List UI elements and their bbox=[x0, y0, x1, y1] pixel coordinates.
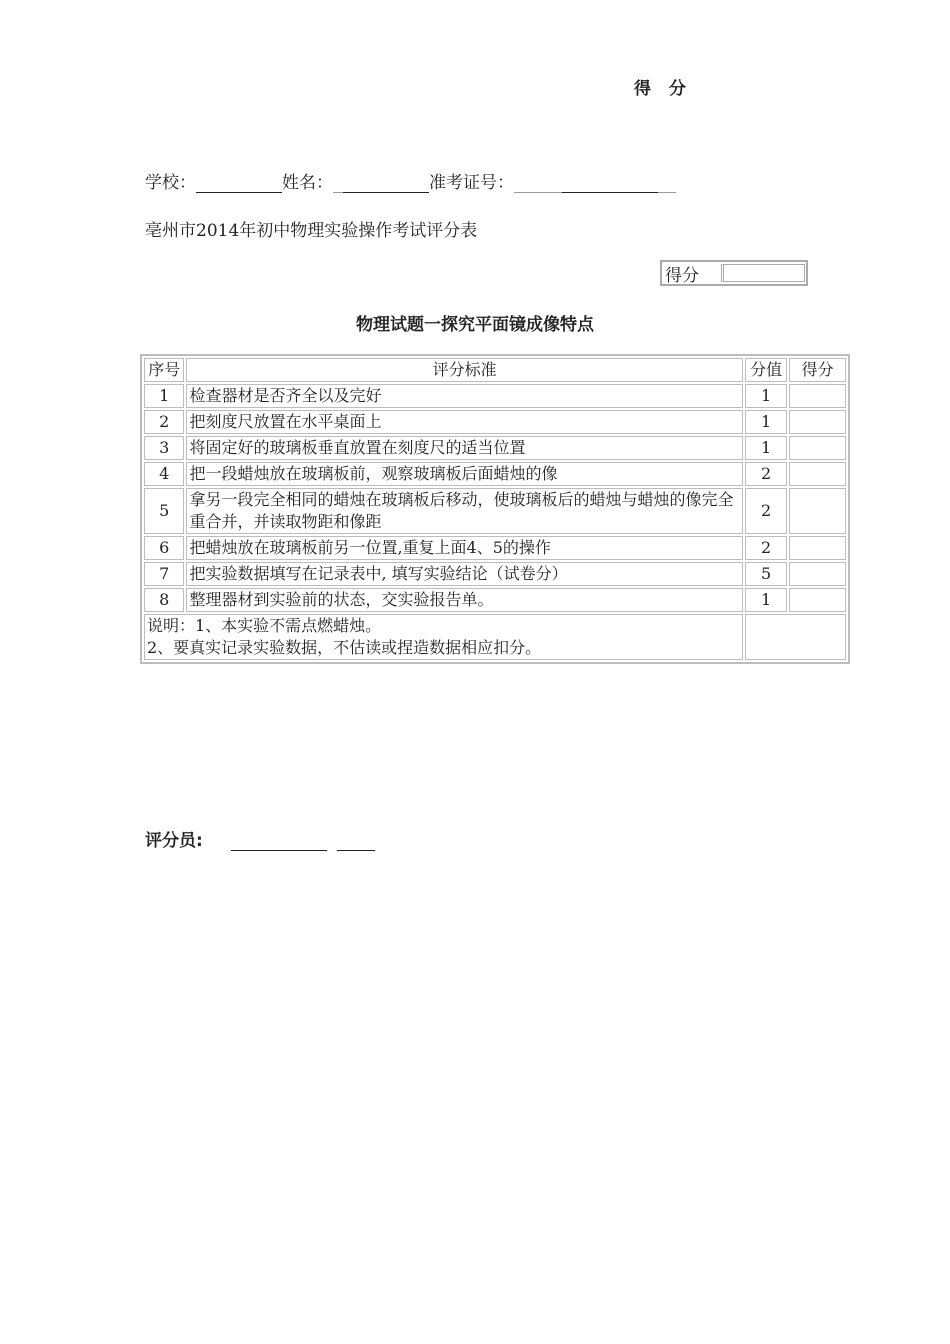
table-row bbox=[144, 536, 846, 560]
school-label: 学校： bbox=[145, 173, 196, 193]
document-title: 亳州市2014年初中物理实验操作考试评分表 bbox=[145, 221, 478, 241]
row-score-cell[interactable] bbox=[789, 588, 846, 612]
score-box-field[interactable] bbox=[721, 264, 805, 282]
score-box bbox=[660, 260, 808, 286]
rater-line bbox=[145, 826, 375, 851]
table-notes bbox=[144, 614, 743, 660]
row-no: 6 bbox=[144, 536, 184, 560]
header-points: 分值 bbox=[745, 358, 787, 382]
row-points: 1 bbox=[745, 436, 787, 460]
header-criterion: 评分标准 bbox=[186, 358, 742, 382]
rater-label: 评分员: bbox=[145, 831, 203, 851]
row-criterion: 把一段蜡烛放在玻璃板前，观察玻璃板后面蜡烛的像 bbox=[186, 462, 742, 486]
rater-blank[interactable] bbox=[231, 832, 327, 851]
note-line: 说明：1、本实验不需点燃蜡烛。 bbox=[147, 616, 382, 635]
row-no: 1 bbox=[144, 384, 184, 408]
row-criterion: 将固定好的玻璃板垂直放置在刻度尺的适当位置 bbox=[186, 436, 742, 460]
row-criterion: 把实验数据填写在记录表中, 填写实验结论（试卷分） bbox=[186, 562, 742, 586]
row-points: 1 bbox=[745, 588, 787, 612]
row-criterion: 拿另一段完全相同的蜡烛在玻璃板后移动，使玻璃板后的蜡烛与蜡烛的像完全重合并，并读取物距和像距 bbox=[186, 488, 742, 534]
name-label: 姓名： bbox=[282, 173, 333, 193]
row-no: 3 bbox=[144, 436, 184, 460]
score-box-label: 得分 bbox=[665, 265, 699, 286]
table-row bbox=[144, 562, 846, 586]
row-score-cell[interactable] bbox=[789, 436, 846, 460]
row-no: 4 bbox=[144, 462, 184, 486]
row-points: 2 bbox=[745, 536, 787, 560]
table-row bbox=[144, 436, 846, 460]
notes-blank-cell bbox=[745, 614, 846, 660]
row-points: 1 bbox=[745, 410, 787, 434]
row-criterion: 检查器材是否齐全以及完好 bbox=[186, 384, 742, 408]
row-criterion: 整理器材到实验前的状态，交实验报告单。 bbox=[186, 588, 742, 612]
scoring-table bbox=[140, 354, 850, 664]
table-row bbox=[144, 462, 846, 486]
header-score: 得分 bbox=[789, 358, 846, 382]
exam-id-label: 准考证号： bbox=[429, 173, 514, 193]
name-blank[interactable] bbox=[343, 174, 429, 193]
row-score-cell[interactable] bbox=[789, 562, 846, 586]
row-points: 1 bbox=[745, 384, 787, 408]
exam-title: 物理试题一探究平面镜成像特点 bbox=[356, 315, 594, 335]
row-no: 2 bbox=[144, 410, 184, 434]
exam-id-blank-tail bbox=[658, 174, 676, 193]
top-score-label: 得 分 bbox=[634, 79, 692, 99]
note-line: 2、要真实记录实验数据，不估读或捏造数据相应扣分。 bbox=[147, 638, 542, 657]
candidate-info-line bbox=[145, 168, 676, 193]
row-points: 5 bbox=[745, 562, 787, 586]
name-blank-lead bbox=[333, 174, 343, 193]
row-score-cell[interactable] bbox=[789, 488, 846, 534]
table-row bbox=[144, 588, 846, 612]
row-score-cell[interactable] bbox=[789, 410, 846, 434]
table-row bbox=[144, 488, 846, 534]
header-no: 序号 bbox=[144, 358, 184, 382]
row-score-cell[interactable] bbox=[789, 384, 846, 408]
row-criterion: 把刻度尺放置在水平桌面上 bbox=[186, 410, 742, 434]
row-score-cell[interactable] bbox=[789, 462, 846, 486]
row-no: 8 bbox=[144, 588, 184, 612]
rater-blank-tail bbox=[337, 832, 375, 851]
row-score-cell[interactable] bbox=[789, 536, 846, 560]
row-no: 7 bbox=[144, 562, 184, 586]
row-criterion: 把蜡烛放在玻璃板前另一位置,重复上面4、5的操作 bbox=[186, 536, 742, 560]
row-points: 2 bbox=[745, 462, 787, 486]
exam-id-blank-lead bbox=[514, 174, 562, 193]
table-header-row bbox=[144, 358, 846, 382]
table-row bbox=[144, 384, 846, 408]
table-notes-row bbox=[144, 614, 846, 660]
exam-id-blank[interactable] bbox=[562, 174, 658, 193]
school-blank[interactable] bbox=[196, 174, 282, 193]
table-row bbox=[144, 410, 846, 434]
row-points: 2 bbox=[745, 488, 787, 534]
row-no: 5 bbox=[144, 488, 184, 534]
